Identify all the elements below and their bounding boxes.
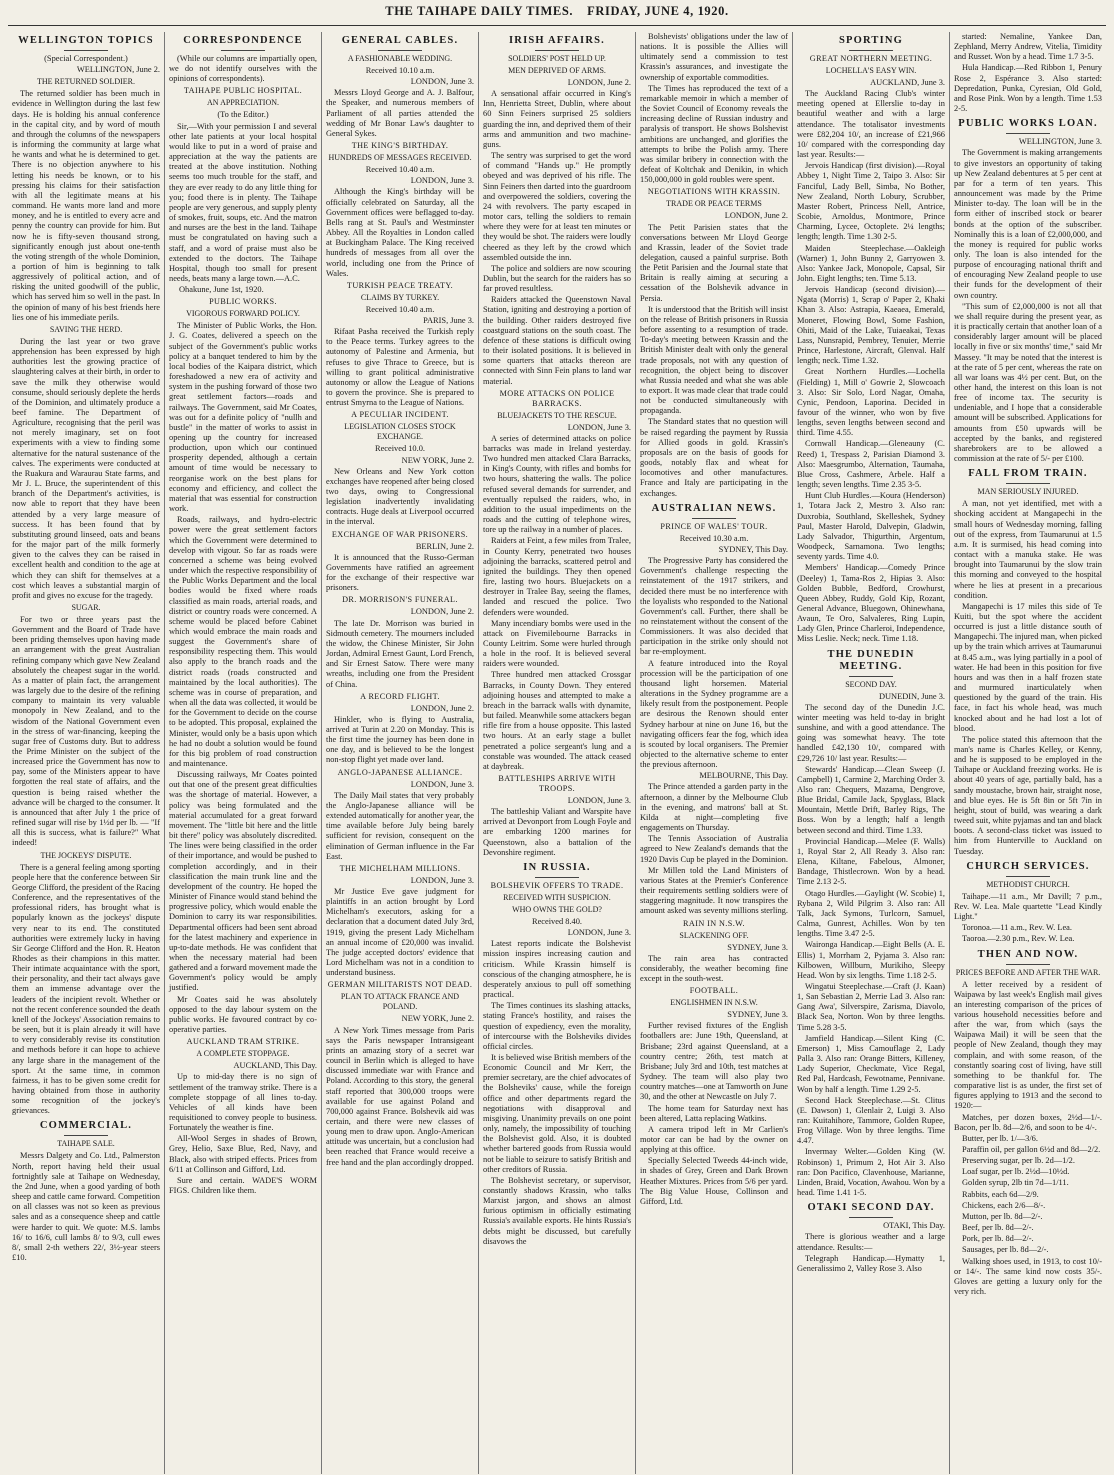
article <box>797 649 945 1199</box>
minor-heading: MAN SERIOUSLY INJURED. <box>977 487 1079 497</box>
paragraph: Further revised fixtures of the English footballers are: June 19th, Queensland, at Brisbane; 23rd against Queensland, at a country centre; 26th, test match at Brisbane; July 3rd and 10th, test matches at Sydney. The team will also play two country matches—one at Tamworth on June 30, and the other at Newcastle on July 7. <box>640 1021 788 1102</box>
paragraph: The home team for Saturday next has been altered, Latta replacing Watkins. <box>640 1103 788 1123</box>
minor-heading: METHODIST CHURCH. <box>986 879 1070 889</box>
subheading: TURKISH PEACE TREATY. <box>346 280 454 290</box>
article <box>483 862 631 1247</box>
paragraph: Jamfield Handicap.—Silent King (C. Emerson) 1, Miss Camouflage 2, Lady Palla 3. Also ran: Orange Bitters, Killeney, Lady Superior, Checkmate, Vice Regal, Red Pal, Hardcash, Fewotname, Pennivane. Won by half a length. Time 1.29 2-5. <box>797 1033 945 1094</box>
paragraph: New Orleans and New York cotton exchanges have reopened after being closed two days, owing to Congressional legislation inadvertently invalidating contracts. Huge deals at Liverpool occurred in the interval. <box>326 466 474 527</box>
article-headline: CORRESPONDENCE <box>183 35 303 46</box>
article-headline: SPORTING <box>838 35 904 46</box>
subline: (Special Correspondent.) <box>44 54 128 63</box>
paragraph: Latest reports indicate the Bolshevist mission inspires increasing caution and criticism. While Krassin himself is conscious of the changing atmosphere, he is desperately anxious to pull off something practical. <box>483 939 631 1000</box>
subheading: MORE ATTACKS ON POLICE BARRACKS. <box>499 388 615 408</box>
minor-heading: AN APPRECIATION. <box>206 98 279 108</box>
article-headline: THEN AND NOW. <box>977 948 1079 960</box>
subline: (To the Editor.) <box>217 110 269 120</box>
paragraph: The police and soldiers are now scouring Dublin, but the search for the raiders has so far proved resultless. <box>483 263 631 294</box>
minor-heading: WHO OWNS THE GOLD? <box>512 904 602 914</box>
divider <box>1006 876 1050 877</box>
dateline: AUCKLAND, June 3. <box>870 78 945 87</box>
dateline: LONDON, June 3. <box>410 875 474 885</box>
subline: Received 10.30 a.m. <box>679 533 749 543</box>
dateline: BERLIN, June 2. <box>415 541 474 551</box>
minor-heading: SOLDIERS' POST HELD UP. <box>508 54 606 63</box>
paragraph: Cornwall Handicap.—Gleneauny (C. Reed) 1, Trespass 2, Parisian Diamond 3. Also: Maesgrumbo, Alternation, Taumaha, Blue Cross, Cashmere, Arbele. Half a length; seven lengths. Time 2.35 3-5. <box>797 439 945 490</box>
column-3 <box>322 32 479 1474</box>
dateline: AUCKLAND, This Day. <box>233 1061 317 1071</box>
paragraph: "This sum of £2,000,000 is not all that we shall require during the present year, as it is practically certain that another loan of a considerably larger amount will be placed locally in five or six months' time," said Mr Massey. "It may be noted that the interest is at the rate of 5 per cent, whereas the rate on all war loans was 4½ per cent. But, on the other hand, the interest on this loan is not free of income tax. The security is undeniable, and I hope that a considerable amount will be subscribed. Applications for amounts from £50 upwards will be accepted by the banks, and registered sharebrokers are to be allowed a commission at the rate of 5/- per £100. <box>954 301 1102 464</box>
article <box>12 1120 160 1263</box>
paragraph: There is glorious weather and a large attendance. Results:— <box>797 1232 945 1252</box>
article <box>797 1202 945 1274</box>
paragraph: A sensational affair occurred in King's Inn, Henrietta Street, Dublin, where about 60 Sinn Feiners surprised 25 soldiers guarding the inn, and deprived them of their arms and ammunition and two machine-guns. <box>483 89 631 149</box>
subheading: FOOTBALL. <box>689 986 739 996</box>
paragraph: The Tennis Association of Australia agreed to New Zealand's demands that the 1920 Davis Cup be played in the Dominion. <box>640 834 788 864</box>
subline: Received 8.40. <box>531 916 582 926</box>
divider <box>1006 133 1050 134</box>
minor-heading: PLAN TO ATTACK FRANCE AND POLAND. <box>340 992 460 1012</box>
article <box>640 503 788 1207</box>
subheading: EXCHANGE OF WAR PRISONERS. <box>331 529 469 539</box>
paragraph: Mangapechi is 17 miles this side of Te Kuiti, but the spot where the accident occurred is just a little distance south of Mangapechi. The injured man, when picked up by the train which arrives at Taumarunui at 8.45 a.m., was lying partially in a pool of water. He had been in this position for five hours and was then in a half frozen state and murmured inarticulately when questioned by the guard of the train. His face, in fact his whole head, was much knocked about and he had lost a lot of blood. <box>954 601 1102 733</box>
paragraph: (While our columns are impartially open, we do not identify ourselves with the opinions of correspondents). <box>169 54 317 84</box>
masthead <box>8 4 1106 26</box>
paragraph: A letter received by a resident of Waipawa by last week's English mail gives an interesting comparison of the prices of various household necessities before and after the war, from which (says the Waipawa Mail) it will be seen that the people of New Zealand, though they may complain, and with some reason, of the constantly soaring cost of living, have still something to be thankful for. The comparative list is as under, the first set of figures applying to 1913 and the second to 1920:— <box>954 979 1102 1111</box>
paragraph: For two or three years past the Government and the Board of Trade have been priding themselves upon having made an arrangement with the great Australian refining company which gave New Zealand absolutely the cheapest sugar in the world. As a matter of plain fact, the arrangement was largely due to the desire of the refining company to maintain its very valuable monopoly in New Zealand, and to the wisdom of the National Government even in the stress of war-financing, keeping the sugar free of Customs duty. But to address the Prime Minister on the subject of the increased price the Government has now to pay, some of the Ministers appear to have forgotten the real state of affairs, and the question is being raised whether the advance will be charged to the consumer. It is announced that after July 1 the price of refined sugar will rise by 1½d per lb. — "If all this is success, what is failure?" What indeed! <box>12 614 160 848</box>
minor-heading: MEN DEPRIVED OF ARMS. <box>508 66 606 75</box>
dateline: LONDON, June 2. <box>567 78 631 87</box>
minor-heading: LOCHELLA'S EASY WIN. <box>825 66 917 75</box>
minor-heading: HUNDREDS OF MESSAGES RECEIVED. <box>328 153 472 163</box>
paragraph: Taoroa.—2.30 p.m., Rev. W. Lea. <box>962 934 1075 944</box>
paragraph: Telegraph Handicap.—Hymatty 1, Generalissimo 2, Valley Rose 3. Also <box>797 1253 945 1273</box>
issue-date: FRIDAY, JUNE 4, 1920. <box>587 4 729 18</box>
subheading: A PECULIAR INCIDENT. <box>351 410 449 420</box>
paragraph: Pork, per lb. 8d—2/-. <box>962 1234 1034 1244</box>
divider <box>535 877 579 878</box>
paragraph: Rabbits, each 6d—2/9. <box>962 1189 1039 1199</box>
dateline: PARIS, June 3. <box>423 315 474 325</box>
subheading: PRINCE OF WALES' TOUR. <box>660 521 768 531</box>
dateline: WELLINGTON, June 2. <box>76 65 160 75</box>
minor-heading: SLACKENING OFF. <box>679 930 749 940</box>
article <box>797 35 945 645</box>
paragraph: The sentry was surprised to get the word of command "Hands up." He promptly obeyed and was deprived of his rifle. The Sinn Feiners then darted into the guardroom and overpowered the soldiers, covering the 24 with revolvers. The party escaped in motor cars, telling the soldiers to remain where they were for at least ten minutes or they would be shot. The raiders were loudly cheered as they left by the crowd which assembled outside the inn. <box>483 151 631 262</box>
paragraph: Raiders attacked the Queenstown Naval Station, igniting and destroying a portion of the building. Other raiders destroyed five coastguard stations on the south coast. The defence of these stations is difficult owing to their isolated positions. It is believed in some quarters that attacks thereon are connected with Sinn Fein plans to land war material. <box>483 295 631 386</box>
dateline: LONDON, June 2. <box>724 211 788 221</box>
paragraph: Messrs Dalgety and Co. Ltd., Palmerston North, report having held their usual fortnightly sale at Taihape on Wednesday, the 2nd June, when a good yarding of both sheep and cattle came forward. Competition on all classes was not so keen as previous sales and as a consequence sheep and cattle were harder to quit. We quote: M.S. lambs 16/ to 16/6, cull lambs 8/ to 9/3, cull ewes 8/, small 2-th wethers 22/, 3½-year steers £10. <box>12 1151 160 1263</box>
dateline: LONDON, June 3. <box>567 928 631 938</box>
paragraph: Rifaat Pasha received the Turkish reply to the Peace terms. Turkey agrees to the autonomy of Palestine and Armenia, but refuses to give Thrace to Greece, but is willing to grant political administrative autonomy or allow the League of Nations to govern the province. She is prepared to entrust Smyrna to the League of Nations. <box>326 327 474 408</box>
divider <box>849 676 893 677</box>
divider <box>64 50 108 51</box>
paragraph: Walking shoes used, in 1913, to cost 10/- or 14/-. The same kind now costs 35/-. Gloves are getting a luxury only for the very rich. <box>954 1256 1102 1297</box>
minor-heading: THE RETURNED SOLDIER. <box>37 77 135 87</box>
paragraph: The Prince attended a garden party in the afternoon, a dinner by the Melbourne Club in the evening, and matrons' ball at St. Kilda at night—completing five engagements on Thursday. <box>640 782 788 833</box>
subheading: THE KING'S BIRTHDAY. <box>351 141 449 151</box>
paragraph: Chickens, each 2/6—8/-. <box>962 1200 1046 1210</box>
paragraph: Waironga Handicap.—Eight Bells (A. E. Ellis) 1, Morrham 2, Pyjama 3. Also ran: Kilbowen, Willburn, Murikiho, Sleepy Head. Won by six lengths. Time 1.18 2-5. <box>797 940 945 980</box>
minor-heading: CLAIMS BY TURKEY. <box>360 292 440 302</box>
article <box>954 949 1102 1298</box>
paragraph: Sure and certain. WADE'S WORM FIGS. Children like them. <box>169 1175 317 1196</box>
subline: Received 10.40 a.m. <box>365 304 435 314</box>
paragraph: Mr Justice Eve gave judgment for plaintiffs in an action brought by Lord Michelham's executors, asking for a declaration that a document dated July 3rd, 1919, giving the present Lady Michelham an annual income of £20,000 was invalid. The judge accepted doctors' evidence that Lord Michelham was not in a condition to understand business. <box>326 887 474 978</box>
dateline: LONDON, June 3. <box>567 422 631 432</box>
article-headline: GENERAL CABLES. <box>341 35 459 46</box>
article-headline: AUSTRALIAN NEWS. <box>651 502 777 514</box>
subheading: A RECORD FLIGHT. <box>360 691 440 701</box>
minor-heading: ENGLISHMEN IN N.S.W. <box>670 998 758 1008</box>
minor-heading: PRICES BEFORE AND AFTER THE WAR. <box>955 967 1101 977</box>
dateline: MELBOURNE, This Day. <box>699 771 788 781</box>
paragraph: Maiden Steeplechase.—Oakleigh (Warner) 1, John Bunny 2, Garryowen 3. Also: Yankee Jack, Monopole, Capsal, Sir John. Eight lengths; ten. Time 5.13. <box>797 243 945 283</box>
paragraph: Wingatui Steeplechase.—Craft (J. Kaan) 1, San Sebastian 2, Merrie Lad 3. Also ran: Gang Awa', Silverspire, Zarisma, Diavolo, Black Sea, Norton. Won by three lengths. Time 5.28 3-5. <box>797 981 945 1032</box>
article <box>12 35 160 1116</box>
article <box>954 32 1102 114</box>
divider <box>1006 964 1050 965</box>
divider <box>1006 483 1050 484</box>
subheading: GREAT NORTHERN MEETING. <box>809 54 933 63</box>
dateline: LONDON, June 3. <box>410 77 474 87</box>
paragraph: Toronoa.—11 a.m., Rev. W. Lea. <box>962 923 1072 933</box>
paragraph: Stewards' Handicap.—Clean Sweep (J. Campbell) 1, Carmine 2, Marching Order 3. Also ran: Chequers, Mazama, Dengrove, Blue Bridal, Camile Jack, Spyglass, Black Mountain, Mettle Drift, Barley Rigs, The Boss. Won by a length; half a length between second and third. Time 1.33. <box>797 764 945 835</box>
paragraph: The late Dr. Morrison was buried in Sidmouth cemetery. The mourners included the widow, the Chinese Minister, Sir John Jordan, Admiral Ernest Gaunt, Lord French, and Sir Ernest Satow. There were many wreaths, including one from the President of China. <box>326 618 474 689</box>
paragraph: The Times continues its slashing attacks, stating France's hostility, and raises the question of expediency, even the morality, of intercourse with the Bolsheviks divides official circles. <box>483 1001 631 1051</box>
article-headline: IN RUSSIA. <box>523 861 591 873</box>
dateline: LONDON, June 2. <box>410 703 474 713</box>
minor-heading: LEGISLATION CLOSES STOCK EXCHANGE. <box>344 422 456 442</box>
paragraph: The Government is making arrangements to give investors an opportunity of taking up New Zealand debentures at 5 per cent at par for a term of ten years. This announcement was made by the Prime Minister to-day. The loan will be in the form either of inscribed stock or bearer bonds at the option of the subscriber. Nominally this is a loan of £2,000,000, and the money is required for public works only. The loan is also intended for the purpose of encouraging national thrift and of encouraging New Zealand people to use their funds for the development of their own country. <box>954 148 1102 300</box>
paragraph: The Bolshevist secretary, or supervisor, constantly shadows Krassin, who talks Marxist jargon, and shows an almost furious optimism in officially estimating Russia's available exports. He hints Russia's debts might be discussed, but carefully disavows the <box>483 1175 631 1246</box>
paragraph: Members' Handicap.—Comedy Prince (Deeley) 1, Tama-Ros 2, Hipias 3. Also: Golden Bubble, Bedford, Crowhurst, Queen Abbey, Ruddy, Gold Kip, Rozant, General Advance, Bluegown, Ohinewhana, Avaun, Te Oro, Salvaleres, Ring Lupin, Lady Glen, Prince Charleroi, Independence, Miss Leslie. Neck; neck. Time 1.18. <box>797 563 945 644</box>
paragraph: Discussing railways, Mr Coates pointed out that one of the present great difficulties was the shortage of material. However, a policy was being formulated and the material accumulated for a great forward movement. The "little bit here and the little bit there" policy was absolutely discredited. The lines were being classified in the order of their importance, and would be pushed to completion accordingly, and in their classification the main trunk line and the development of the country. He hoped the Minister of Finance would stand behind the progressive policy, which would enable the Dominion to carry its war responsibilities. Departmental officers had been sent abroad for the latest machinery and experience in up-to-date methods. He was confident that when the necessary material had been gathered and a forward movement made the Government's policy would be amply justified. <box>169 770 317 993</box>
article <box>326 35 474 1168</box>
paragraph: Although the King's birthday will be officially celebrated on Saturday, all the Government offices were beflagged to-day. Bells rang at St. Paul's and Westminster Abbey. All the Royalties in London called at Buckingham Palace. The King received hundreds of messages from all over the world, including one from the Prince of Wales. <box>326 187 474 278</box>
minor-heading: SECOND DAY. <box>845 679 897 689</box>
article-columns <box>8 32 1106 1474</box>
subline: Received 10.0. <box>374 444 425 454</box>
paragraph: Mr Coates said he was absolutely opposed to the day labour system on the public works. He favoured contract by co-operative parties. <box>169 994 317 1035</box>
article-headline: WELLINGTON TOPICS <box>18 35 154 46</box>
subheading: ANGLO-JAPANESE ALLIANCE. <box>337 767 463 777</box>
article-headline: THE DUNEDIN MEETING. <box>827 648 915 672</box>
paper-name: THE TAIHAPE DAILY TIMES. <box>385 4 574 18</box>
paragraph: Taihape.—11 a.m., Mr Davill; 7 p.m., Rev. W. Lea. Male quartette "Lead Kindly Light." <box>954 891 1102 922</box>
article-headline: COMMERCIAL. <box>39 1120 133 1132</box>
paragraph: Otago Hurdles.—Gaylight (W. Scobie) 1, Rybana 2, Wild Pilgrim 3. Also ran: All Talk, Jack Symons, Turlcorn, Samuel, Calma, Gunrest, Achilles. Won by ten lengths. Time 3.47 2-5. <box>797 888 945 939</box>
paragraph: started: Nemaline, Yankee Dan, Zephland, Merry Andrew, Vitelia, Timidity and Russet. Won by a head. Time 1.7 3-5. <box>954 32 1102 62</box>
paragraph: Butter, per lb. 1/—3/6. <box>962 1133 1038 1143</box>
paragraph: Jervois Handicap (second division).—Ngata (Morris) 1, Scrap o' Paper 2, Khaki Khan 3. Also: Astrapia, Kaeaea, Emerald, Moneret, Flowing Bowl, Some Fashion, Ohiti, Maid of the Lake, Tuiaeakai, Texas Lass, Nunsrapid, Pembrey, Tenuier, Merrie Prince, Harlestone, Aircraft, Glenval. Half length; neck. Time 1.32. <box>797 285 945 366</box>
paragraph: The rain area has contracted considerably, the weather becoming fine except in the south-west. <box>640 953 788 983</box>
column-5 <box>636 32 793 1474</box>
minor-heading: A COMPLETE STOPPAGE. <box>196 1049 290 1059</box>
paragraph: Golden syrup, 2lb tin 7d—1/11. <box>962 1178 1069 1188</box>
paragraph: Bolshevists' obligations under the law of nations. It is possible the Allies will ultimately send a commission to test Krassin's assurances, and investigate the ownership of exportable commodities. <box>640 32 788 82</box>
divider <box>64 1135 108 1136</box>
paragraph: Mr Millen told the Land Ministers of various States at the Premier's Conference their requirements settling soldiers were of staggering magnitude. It now transpires the amount asked was seventy millions sterling. <box>640 865 788 916</box>
subheading: DR. MORRISON'S FUNERAL. <box>342 595 458 605</box>
dateline: NEW YORK, June 2. <box>401 1014 474 1024</box>
paragraph: The Daily Mail states that very probably the Anglo-Japanese alliance will be extended automatically for another year, the time available before July being barely sufficient for revision, consequent on the elimination of German influence in the Far East. <box>326 790 474 861</box>
column-1 <box>8 32 165 1474</box>
paragraph: It is believed wise British members of the Economic Council and Mr Kerr, the premier secretary, are the chief advocates of the Bolsheviks' cause, while the foreign office and other departments regard the negotiations with disapproval and misgiving. Unanimity prevails on one point only, namely, the impossibility of touching the Bolshevist gold. Also, it is doubted whether bartered goods from Russia would not be liable to seizure to satisfy British and other creditors of Russia. <box>483 1052 631 1174</box>
column-7 <box>950 32 1106 1474</box>
minor-heading: SUGAR. <box>71 602 101 612</box>
paragraph: Sausages, per lb. 8d—2/-. <box>962 1245 1049 1255</box>
article-headline: IRISH AFFAIRS. <box>509 35 605 46</box>
divider <box>692 518 736 519</box>
paragraph: Preserving sugar, per lb. 2d—1/2. <box>962 1156 1075 1166</box>
article-headline: FALL FROM TRAIN. <box>968 468 1088 480</box>
paragraph: Matches, per dozen boxes, 2½d—1/-. Bacon, per lb. 8d—2/6, and soon to be 4/-. <box>954 1112 1102 1132</box>
paragraph: It is announced that the Russo-German Governments have ratified an agreement for the exchange of their respective war prisoners. <box>326 552 474 593</box>
subheading: PUBLIC WORKS. <box>209 297 277 307</box>
dateline: NEW YORK, June 2. <box>401 455 474 465</box>
paragraph: Three hundred men attacked Crossgar Barracks, in County Down. They entered adjoining houses and attempted to make a breach in the barrack walls with dynamite, but failed. Meanwhile some attackers began rifle fire from a house opposite. This lasted two hours. At an early stage a bullet penetrated a police sergeant's lung and a constable was wounded. The attack ceased at daybreak. <box>483 670 631 771</box>
minor-heading: TAIHAPE SALE. <box>57 1139 115 1149</box>
paragraph: Up to mid-day there is no sign of settlement of the tramway strike. There is a complete stoppage of all lines to-day. Vehicles of all kinds have been requisitioned to convey people to business. Fortunately the weather is fine. <box>169 1072 317 1133</box>
paragraph: A feature introduced into the Royal procession will be the participation of one thousand light horsemen. Material alterations in the Sydney programme are a likely result from the postponement. People are desirous the Renown should enter Sydney harbour at nine on June 16, but the navigating officers fear the fog, which idea is scouted by local organisers. The Premier objected to the alternative scheme to enter the previous afternoon. <box>640 658 788 770</box>
paragraph: A series of determined attacks on police barracks was made in Ireland yesterday. Two hundred men attacked Clara Barracks, in King's County, with rifles and bombs for two hours, shattering the walls. The police refused several demands for surrender, and eventually repulsed the raiders, who, in addition to the usual impediments on the roads and the cutting of telephone wires, tore up the railway in a number of places. <box>483 433 631 535</box>
paragraph: Paraffin oil, per gallon 6½d and 8d—2/2. <box>962 1145 1101 1154</box>
subheading: TAIHAPE PUBLIC HOSPITAL. <box>183 86 303 96</box>
minor-heading: BLUEJACKETS TO THE RESCUE. <box>497 410 617 420</box>
minor-heading: SAVING THE HERD. <box>49 324 123 334</box>
paragraph: Messrs Lloyd George and A. J. Balfour, the Speaker, and numerous members of Parliament of all parties attended the wedding of Mr Bonar Law's daughter to General Sykes. <box>326 88 474 138</box>
paragraph: The returned soldier has been much in evidence in Wellington during the last few days. He is holding his annual conference in the capital city, and by word of mouth and through the columns of the newspapers is informing the community at large what he wants and what he is determined to get. There is no objection anywhere to his letting his needs be known, or to his pressing his claims for their satisfaction with all the legitimate means at his command. He wants more land and more money, and he is entitled to every acre and penny the country can provide for him. But now he is fifty-seven thousand strong, significantly enough just about one-tenth the voting strength of the whole Dominion, a portion of him is beginning to talk aggressively of political action, and of risking the united goodwill of the public, which has served him so well in the past. In the opinion of many of his best friends here lies one of his immediate perils. <box>12 89 160 322</box>
dateline: LONDON, June 3. <box>410 779 474 789</box>
paragraph: The Auckland Racing Club's winter meeting opened at Ellerslie to-day in beautiful weather and with a large attendance. The totalisator investments were £82,204 10/, an increase of £21,966 10/ compared with the corresponding day last year. Results:— <box>797 89 945 160</box>
paragraph: Mutton, per lb. 8d—2/-. <box>962 1211 1043 1221</box>
article <box>483 35 631 858</box>
subheading: RAIN IN N.S.W. <box>683 918 745 928</box>
paragraph: A New York Times message from Paris says the Paris newspaper Intransigeant prints an amazing story of a secret war council in Berlin which is alleged to have discussed immediate war with France and Poland. According to this story, the general staff reported that 300,000 troops were available for use against Poland and 700,000 against France. Bolshevik aid was certain, and there were new classes of young men to draw upon. Anglo-American attitude was uncertain, but a conclusion had been reached that France would receive a free hand and the plan accordingly dropped. <box>326 1025 474 1167</box>
paragraph: During the last year or two grave apprehension has been expressed by high authorities lest the growing practice of slaughtering calves at their birth, in order to save the milk they otherwise would consume, should seriously deplete the herds of the Dominion, and ultimately produce a beef famine. The Department of Agriculture, recognising that the peril was not merely imaginary, set on foot experiments with a view to finding some alternative for the natural sustenance of the calves. The experiments were conducted at the Ruakura and Waraurau State farms, and Mr J. L. Bruce, the superintendent of this branch of the Department's activities, is now able to report that they have been attended by a very large measure of success. It has been found that by substituting ground linseed, oats and beans for the major part of the milk formerly given to the calves they can be raised in excellent health and condition to the age at which they can shift for themselves at a cost which leaves a substantial margin of profit and gives no excuse for the tragedy. <box>12 336 160 600</box>
minor-heading: TRADE OR PEACE TERMS <box>666 199 762 209</box>
divider <box>378 50 422 51</box>
divider <box>221 50 265 51</box>
column-6 <box>793 32 950 1474</box>
paragraph: Roads, railways, and hydro-electric power were the great settlement factors which the Government were determined to develop with vigour. So far as roads were concerned a scheme was being evolved under which the respective responsibility of the Public Works Department and the local bodies would be fixed where roads classified as main roads, arterial roads, and district or country roads were concerned. A scheme would be placed before Cabinet which would embrace the main roads and suggest the Government's share of responsibility respecting them. This would also apply to the branch roads and the district roads (roads constructed and maintained by the local authorities). The scheme was in course of preparation, and when all the data was collected, it would be for the Government to decide on the course to be adopted. This proposal, explained the Minister, would only be a basis upon which he had no doubt a solution would be found for this big problem of road construction and maintenance. <box>169 515 317 768</box>
article-headline: OTAKI SECOND DAY. <box>807 1202 935 1214</box>
dateline: SYDNEY, This Day. <box>718 544 788 554</box>
column-4 <box>479 32 636 1474</box>
paragraph: There is a general feeling among sporting people here that the conference between Sir George Clifford, the president of the Racing Conference, and the representatives of the professional riders, has brought what is popularly known as the jockeys' dispute very near to its end. The constituted authorities were extremely lucky in having Sir George Clifford and the Hon. R. Heaton Rhodes as their champions in this matter. Their intimate acquaintance with the sport, their personality, and their tact always gave them an immense advantage over the leaders of the incipient revolt. Whether or not the recent conference sounded the death knell of the Jockeys' Association remains to be seen, but it is plain already it will have to very considerably revise its constitution and methods before it can hope to achieve any large share in the management of the sport. At the same time, in common fairness, it has to be given some credit for having obtained from those in authority some recognition of the jockey's grievances. <box>12 862 160 1116</box>
paragraph: The Standard states that no question will be raised regarding the payment by Russia for Allied goods in gold. Krassin's proposals are on the basis of goods for goods, notably flax and wheat for locomotives and other manufactures. France and Italy are participating in the exchanges. <box>640 417 788 498</box>
dateline: DUNEDIN, June 3. <box>878 691 945 701</box>
minor-heading: THE JOCKEYS' DISPUTE. <box>40 850 132 860</box>
paragraph: Hunt Club Hurdles.—Koura (Henderson) 1, Totara Jack 2, Mestro 3. Also ran: Duxrobia, Southland, Skelleshek, Sydney Paul, Master Harold, Dalvepin, Gladwin, Lady Salvador, Thigurthin, Argentum, Woodpeck, Sarnamona. Two lengths; seventy yards. Time 4.0. <box>797 491 945 562</box>
paragraph: Jervois Handicap (first division).—Royal Abbey 1, Night Time 2, Taipo 3. Also: Sir Fanciful, Lady Bell, Simba, No Bother, New Zealand, North Lobury, Scrubber, Master Robert, Princess Nell, Antrice, Scobie, Arnoldus, Montmore, Prince Charming, Lycee, Octoplete. 2¼ lengths; length; length. Time 1.30 2-5. <box>797 161 945 242</box>
minor-heading: A FASHIONABLE WEDDING. <box>347 54 453 63</box>
paragraph: The second day of the Dunedin J.C. winter meeting was held to-day in bright sunshine, and with a good attendance. The going was somewhat heavy. The tote handled £42,130 10/, compared with £29,726 10/ last year. Results:— <box>797 702 945 763</box>
minor-heading: VIGOROUS FORWARD POLICY. <box>186 309 300 319</box>
paragraph: Provincial Handicap.—Melee (F. Walls) 1, Royal Star 2, All Ready 3. Also ran: Elena, Kiltane, Fabelous, Almoner, Bandage, Thistlecrown. Won by a head. Time 2.13 2-5. <box>797 836 945 887</box>
article <box>954 468 1102 856</box>
subheading: BATTLESHIPS ARRIVE WITH TROOPS. <box>498 774 616 793</box>
signature: Ohakune, June 1st, 1920. <box>179 285 264 295</box>
divider <box>849 1217 893 1218</box>
paragraph: Loaf sugar, per lb. 2½d—10½d. <box>962 1167 1070 1177</box>
subheading: THE MICHELHAM MILLIONS. <box>339 863 461 873</box>
paragraph: Hinkler, who is flying to Australia, arrived at Turin at 2.20 on Monday. This is the first time the journey has been done in one day, and is believed to be the longest non-stop flight yet made over land. <box>326 714 474 765</box>
paragraph: A camera tripod left in Mr Carlien's motor car can be had by the owner on applying at this office. <box>640 1124 788 1155</box>
paragraph: The battleship Valiant and Warspite have arrived at Devonport from Lough Foyle and are embarking 1200 marines for Queenstown, also a battalion of the Devonshire regiment. <box>483 807 631 857</box>
dateline: SYDNEY, June 3. <box>727 1010 788 1020</box>
article-headline: CHURCH SERVICES. <box>966 860 1090 872</box>
paragraph: Many incendiary bombs were used in the attack on Fivemilebourne Barracks in County Leitrim. Some were hurled through a hole in the roof. It is believed several raiders were wounded. <box>483 618 631 669</box>
paragraph: The Petit Parisien states that the conversations between Mr Lloyd George and Krassin, leader of the Soviet trade delegation, caused a painful surprise. Both the Petit Parisien and the Journal state that Britain is really aiming at securing a cessation of the Bolshevik advance in Persia. <box>640 222 788 303</box>
paragraph: Raiders at Feint, a few miles from Tralee, in County Kerry, penetrated two houses adjoining the barracks, scattered petrol and ignited the buildings. They then opened fire, lasting two hours. Bluejackets on a destroyer in Tralee Bay, seeing the flames, landed and rescued the police. Two defenders were wounded. <box>483 536 631 617</box>
article <box>640 32 788 499</box>
dateline: WELLINGTON, June 3. <box>1018 137 1102 147</box>
subheading: BOLSHEVIK OFFERS TO TRADE. <box>490 880 624 890</box>
subline: Received 10.10 a.m. <box>365 66 435 75</box>
subline: Received 10.40 a.m. <box>365 165 435 175</box>
paragraph: The police stated this afternoon that the man's name is Charles Kelley, or Kenny, and he is supposed to be employed in the Taihape or Auckland freezing works. He is about 40 years of age, partially bald, has a sandy moustache, brown hair, straight nose, and blue eyes. He is 5ft 8in or 5ft 7in in height, stout of build, was wearing a dark tweed suit, white pyjamas and tan and black boots. A second-class ticket was issued to him from Hunterville to Auckland on Tuesday. <box>954 734 1102 856</box>
paragraph: The Times has reproduced the text of a remarkable memoir in which a member of the Soviet Council of Economy reveals the increasing decline of Russian industry and paralysis of transport. He shows Bolshevist ambitions are unchanged, and glorifies the attempts to bribe the Polish army. There was similar bribery in connection with the defeat of Koltchak and Denikin, in which 150,000,000 in gold roubles were spent. <box>640 83 788 185</box>
article <box>169 35 317 1196</box>
paragraph: All-Wool Serges in shades of Brown, Grey, Helio, Saxe Blue, Red, Navy, and Black, also with striped effects. Prices from 6/11 at Collinson and Gifford, Ltd. <box>169 1134 317 1174</box>
subheading: NEGOTIATIONS WITH KRASSIN. <box>647 187 781 197</box>
paragraph: The Minister of Public Works, the Hon. J. G. Coates, delivered a speech on the subject of the Government's public works policy at a banquet tendered to him by the local bodies of the Kaipara district, which foreshadowed a new era of activity and system in the pushing forward of those two great settlement factors—roads and railways. The Government, said Mr Coates, was out for a definite policy of "nullh and bustle" in the matter of works to assist in opening up the country for increased production, upon which our continued prosperity depended, although a certain amount of time would be necessary to reorganise work on the best plans for economy and efficiency, and collect the material that was essential for construction work. <box>169 321 317 514</box>
article <box>954 861 1102 945</box>
paragraph: Great Northern Hurdles.—Lochella (Fielding) 1, Mill o' Gowrie 2, Slowcoach 3. Also: Sir Solo, Lord Nagar, Omaha, Cynic, Pendoon, Laporina. Decided in favour of the winner, who won by five lengths, seven lengths between second and third. Time 4.55. <box>797 367 945 438</box>
column-2 <box>165 32 322 1474</box>
divider <box>849 50 893 51</box>
article-headline: PUBLIC WORKS LOAN. <box>958 118 1098 130</box>
divider <box>535 50 579 51</box>
dateline: SYDNEY, June 3. <box>727 942 788 952</box>
paragraph: A man, not yet identified, met with a shocking accident at Mangapechi in the small hours of Wednesday morning, falling out of the express, from Taumarunui at 1.5 a.m. It is surmised, his head coming into contact with a manuka stake. He was brought into Taumarunui by the slow train this morning and conveyed to the hospital where he lies at present in a precarious condition. <box>954 499 1102 600</box>
paragraph: Specially Selected Tweeds 44-inch wide, in shades of Grey, Green and Dark Brown Heather Mixtures. Prices from 5/6 per yard. The Big Value House, Collinson and Gifford, Ltd. <box>640 1156 788 1206</box>
paragraph: The Progressive Party has considered the Government's challenge respecting the reinstatement of the 1917 strikers, and decided there must be no interference with the loyalists who responded to the National Government's call. Further, there shall be no reinstatement without the consent of the Commissioners. It was also decided that participation in the strike only should not bar re-employment. <box>640 556 788 657</box>
paragraph: It is understood that the British will insist on the release of British prisoners in Russia before assenting to a resumption of trade. To-day's meeting between Krassin and the British Minister dealt with only the general trade proposals, not with any question of recognition, the object being to discover what Russia needed and what she was able to export. It was made clear that trade could not be conducted simultaneously with propaganda. <box>640 304 788 416</box>
paragraph: Invermay Welter.—Golden King (W. Robinson) 1, Primum 2, Hot Air 3. Also ran: Don Pacifico, Clavenhouse, Marianne, Linden, Braid, Vocation, Awahou. Won by a head. Time 1.41 1-5. <box>797 1147 945 1198</box>
dateline: LONDON, June 3. <box>567 796 631 805</box>
paragraph: Second Hack Steeplechase.—St. Clitus (E. Dawson) 1, Glenlair 2, Luigi 3. Also ran: Kuitahihore, Tammore, Golden Rupee, Frog Village. Won by three lengths. Time 4.47. <box>797 1095 945 1146</box>
article <box>954 118 1102 464</box>
minor-heading: RECEIVED WITH SUSPICION. <box>503 892 611 902</box>
dateline: OTAKI, This Day. <box>883 1221 945 1231</box>
dateline: LONDON, June 3. <box>410 176 474 186</box>
paragraph: Beef, per lb. 8d—2/-. <box>962 1223 1034 1233</box>
subheading: AUCKLAND TRAM STRIKE. <box>186 1037 300 1047</box>
subheading: GERMAN MILITARISTS NOT DEAD. <box>327 980 473 990</box>
paragraph: Hula Handicap.—Red Ribbon 1, Penury Rose 2, Espérance 3. Also started: Depredation, Punka, Cyresian, Old Gold, and Rose Pink. Won by a length. Time 1.53 2-5. <box>954 63 1102 114</box>
dateline: LONDON, June 2. <box>410 607 474 617</box>
paragraph: Sir,—With your permission I and several other late patients at your local hospital would like to put in a word of praise and appreciation at the way the patients are treated at the above institution. Nothing seems too much trouble for the staff, and they are ever ready to do any little thing for you; food there is in plenty. The Taihape people are very generous, and supply plenty of smokes, fruit, soups, etc. And the matron and nurses are the best in the land. Taihape must be congratulated on having such a staff, and a word of praise must also be extended to the doctors. The Taihape Hospital, though too small for present needs, beats many a large town.—A.C. <box>169 121 317 283</box>
